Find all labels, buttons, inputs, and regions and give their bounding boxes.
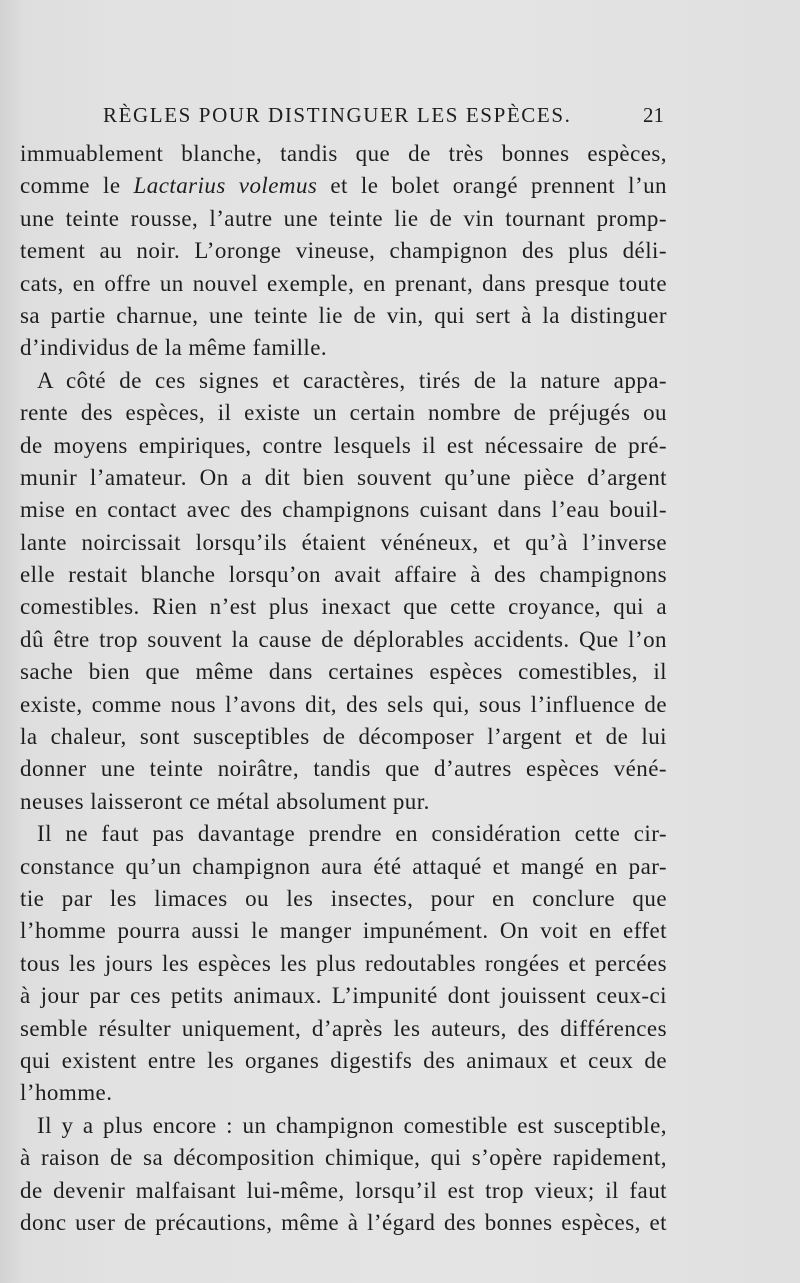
text-line: sache bien que même dans certaines espèces comestibles, il bbox=[20, 659, 667, 685]
text-line: neuses laisseront ce métal absolument pur. bbox=[20, 788, 430, 814]
text-line: immuablement blanche, tandis que de très bonnes espèces, bbox=[20, 141, 667, 166]
text-line: Il y a plus encore : un champignon comestible est susceptible, bbox=[37, 1112, 667, 1138]
text-segment: et le bolet orangé prennent l’un bbox=[317, 173, 667, 199]
text-line: A côté de ces signes et caractères, tirés de la nature appa- bbox=[37, 367, 667, 393]
text-segment: comme le bbox=[20, 173, 134, 199]
text-line: d’individus de la même famille. bbox=[20, 335, 328, 361]
text-line: tement au noir. L’oronge vineuse, champignon des plus déli- bbox=[20, 238, 667, 264]
running-title: RÈGLES POUR DISTINGUER LES ESPÈCES. bbox=[103, 103, 572, 127]
text-line: à jour par ces petits animaux. L’impunité dont jouissent ceux-ci bbox=[20, 983, 667, 1009]
text-line: Il ne faut pas davantage prendre en considération cette cir- bbox=[37, 821, 667, 847]
text-line: l’homme. bbox=[20, 1080, 113, 1106]
running-head bbox=[103, 99, 664, 131]
text-line: existe, comme nous l’avons dit, des sels qui, sous l’influence de bbox=[20, 691, 667, 717]
text-line: de moyens empiriques, contre lesquels il est nécessaire de pré- bbox=[20, 432, 667, 458]
text-line: sa partie charnue, une teinte lie de vin, qui sert à la distinguer bbox=[20, 302, 667, 328]
text-line: munir l’amateur. On a dit bien souvent qu’une pièce d’argent bbox=[20, 464, 667, 490]
text-line: comestibles. Rien n’est plus inexact que cette croyance, qui a bbox=[20, 594, 667, 620]
text-line: donner une teinte noirâtre, tandis que d’autres espèces véné- bbox=[20, 756, 667, 782]
text-line: tie par les limaces ou les insectes, pour en conclure que bbox=[20, 885, 667, 911]
text-line: rente des espèces, il existe un certain nombre de préjugés ou bbox=[20, 400, 667, 426]
text-line: qui existent entre les organes digestifs des animaux et ceux de bbox=[20, 1047, 667, 1073]
text-line: constance qu’un champignon aura été attaqué et mangé en par- bbox=[20, 853, 667, 879]
text-line: lante noircissait lorsqu’ils étaient vénéneux, et qu’à l’inverse bbox=[20, 529, 667, 555]
text-line: la chaleur, sont susceptibles de décomposer l’argent et de lui bbox=[20, 724, 667, 750]
text-line: elle restait blanche lorsqu’on avait affaire à des champignons bbox=[20, 562, 667, 588]
page-number: 21 bbox=[643, 103, 664, 127]
text-line: donc user de précautions, même à l’égard des bonnes espèces, et bbox=[20, 1209, 667, 1235]
body-text bbox=[20, 138, 667, 1239]
text-line: semble résulter uniquement, d’après les auteurs, des différences bbox=[20, 1015, 667, 1041]
text-line: à raison de sa décomposition chimique, qui s’opère rapidement, bbox=[20, 1145, 667, 1171]
text-line: dû être trop souvent la cause de déplorables accidents. Que l’on bbox=[20, 626, 667, 652]
species-name: Lactarius volemus bbox=[133, 173, 318, 199]
text-line: mise en contact avec des champignons cuisant dans l’eau bouil- bbox=[20, 497, 667, 523]
text-line bbox=[20, 170, 667, 202]
text-line: tous les jours les espèces les plus redoutables rongées et percées bbox=[20, 950, 667, 976]
text-line: cats, en offre un nouvel exemple, en prenant, dans presque toute bbox=[20, 270, 667, 296]
text-line: l’homme pourra aussi le manger impunément. On voit en effet bbox=[20, 918, 667, 944]
text-line: une teinte rousse, l’autre une teinte lie de vin tournant promp- bbox=[20, 205, 667, 231]
text-line: de devenir malfaisant lui-même, lorsqu’il est trop vieux; il faut bbox=[20, 1177, 667, 1203]
